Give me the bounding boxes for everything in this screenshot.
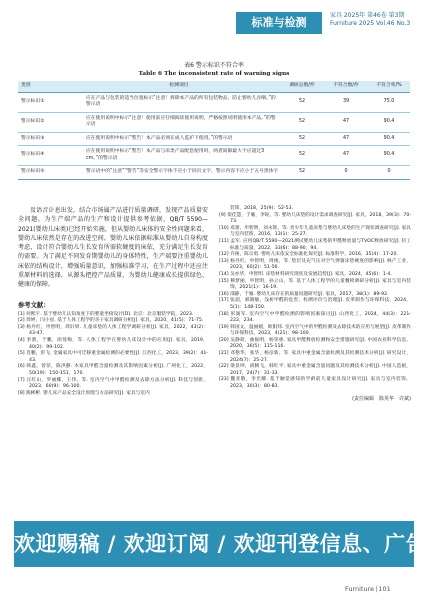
page-footer — [345, 585, 391, 593]
reference-list-left — [18, 312, 208, 398]
reference-item: [10] 邓蕾，申智明，刘永辉，等. 青少年儿童床垫与婴幼儿床垫的生产现状调查研究[J]. 家具与室内装饰，2016，13(1)：25-27. — [219, 225, 411, 238]
table-row — [18, 92, 410, 112]
journal-line-en: Furniture 2025 Vol.46 No.3 — [330, 20, 411, 27]
row-rate: 75.0 — [368, 92, 410, 112]
reference-item: [9] 栾佳慧，于雁，李锐，等. 婴幼儿床垫的设计需求调查研究[J]. 家具，2018，39(3)：70-73. — [219, 212, 411, 225]
row-category: 警示标识① — [18, 92, 78, 112]
row-fail: 39 — [324, 92, 368, 112]
table-header-row — [18, 81, 410, 92]
table-row — [18, 112, 410, 132]
row-item: 应在产品与包装的适当位置标示“注意！拆除本产品的所有包装物品，防止婴幼儿吞咽。”的警示语 — [78, 92, 280, 112]
row-total: 52 — [280, 132, 324, 146]
reference-item: [6] 韩鑫，曾菲，陈洪静. 木家具甲醛含量检测及其影响因素分析[J]. 广州化工，2022，50(19)：150-151，170. — [18, 364, 208, 377]
reference-item: [15] 穆梦丽，申智明，孙立山，等. 基于人体工程学的儿童餐椅调研分析[J]. 家具与室内装饰，2021(1)：16-19. — [219, 278, 411, 291]
references-title: 参考文献： — [18, 301, 50, 309]
section-tab: 标准与检测 — [236, 12, 322, 34]
reference-item: [8] 熊彬彬. 婴儿床产品安全设计原理与方法研究[J]. 家具与室内 — [18, 390, 150, 396]
table-caption-cn: 表6 警示标识不符合率 — [184, 62, 244, 69]
reference-item: [17] 张超，郝晓敏，浅析甲醛的危害、检测评价与治理[J]. 皮革制作与环保科技，2024，5(1)：148-150. — [219, 298, 411, 310]
footer-separator: | — [375, 585, 378, 593]
header-fail: 不符合数/件 — [333, 83, 359, 88]
reference-item: [22] 梁显坤，胡腾飞，韩红平. 家具中重金属含量问题及其检测技术分析[J]. 中国人造板，2017，24(7)：31-33. — [219, 364, 411, 376]
table-row — [18, 166, 410, 180]
page-header — [0, 0, 427, 44]
row-rate: 0 — [368, 166, 410, 180]
reference-item: [3] 杨丹红，申智明，周轩妍. 儿童床垫的人体工程学调研分析[J]. 家具，2022，43(2)：43-47. — [18, 324, 208, 337]
row-total: 52 — [280, 112, 324, 132]
reference-item: [20] 吴静荷，曲振明，杨荣惠. 家具甲醛释放检测和安全措施研究[J]. 中国农业科学信息，2020，36(5)：115-116. — [219, 337, 411, 350]
row-total: 52 — [280, 146, 324, 166]
row-total: 52 — [280, 166, 324, 180]
reference-continuation: 装饰，2018，25(9)：52-53. — [230, 206, 294, 211]
reference-item: [13] 杨丹红，申智明，周俊，等. 垫层及充气压对空气弹簧床垫硬度的影响[J]. 林产工业，2023，60(2)：51-56. — [219, 258, 411, 271]
right-column — [219, 206, 411, 402]
header-category: 类别 — [21, 83, 31, 88]
reference-item: [4] 李蕾，于鹏，徐莲梅，等. 人体工程学在婴幼儿床设计中的应用[J]. 家具，2019，40(2)：99-102. — [18, 338, 208, 350]
warning-sign-table — [18, 81, 410, 180]
row-fail: 47 — [324, 132, 368, 146]
reference-item: [12] 许俊，陈宗勇. 婴幼儿床依安全标准化探究[J]. 标准科学，2016，35(4)：17-20. — [219, 252, 398, 258]
promo-banner: 欢迎赐稿 / 欢迎订阅 / 欢迎刊登信息、广告 — [14, 521, 414, 567]
left-column — [18, 206, 208, 397]
row-total: 52 — [280, 92, 324, 112]
table-row — [18, 132, 410, 146]
journal-info — [330, 12, 410, 28]
footer-journal-name: Furniture — [345, 585, 375, 593]
table-caption-en: Table 6 The inconsistent rate of warning signs — [138, 71, 290, 77]
row-item: 警示语中的“注意”“警告”等安全警示字体不应小于同页文字，警示内容不应小于五号黑体字 — [78, 166, 280, 180]
reference-item: [5] 肖鹏，彭飞. 金属家具中可迁移重金属检测的必要性[J]. 江西化工，2023，39(2)：41-43. — [18, 351, 208, 363]
row-item: 应在使用说明中标示“注意！使用前应仔细阅读使用说明，严格按照说明使用本产品。”的警示语 — [78, 112, 280, 132]
row-category: 警示标识③ — [18, 132, 78, 146]
reference-item: [14] 吴亦华，申智明. 床垫材料研究现状及发展趋势[J]. 家具，2024，45(6)：1-4. — [219, 271, 392, 277]
reference-item: [18] 彭涌军. 室内空气中甲醛检测的影响因素探讨[J]. 山西化工，2024，44(3)：221-222，234. — [219, 311, 411, 324]
row-rate: 90.4 — [368, 146, 410, 166]
header-total: 调研总数/件 — [289, 83, 315, 88]
reference-item: [11] 孟军. 应用QB/T 5590—2021测试婴幼儿床垫的甲醛释放量与TVOC释放研究[J]. 轻工标准与质量，2022，33(6)：88-90，94. — [219, 238, 411, 251]
row-rate: 90.4 — [368, 112, 410, 132]
row-item: 应在使用说明中标示“警告！本产品与床类产品配套使用时，两者间隙最大不应超过3 cm。”的警示语 — [78, 146, 280, 166]
reference-item: [19] 韩国文，温丽媛，欧阳炜. 室内空气中的甲醛检测及去除技术的应用与展望[J]. 皮革制作与环保科技，2023，4(21)：98-100. — [219, 324, 411, 337]
reference-item: [16] 邵静，于雁. 婴幼儿床存在的质量问题研究[J]. 家具，2017，38(1)：89-92. — [219, 291, 389, 297]
row-category: 警示标识⑤ — [18, 166, 78, 180]
row-category: 警示标识④ — [18, 146, 78, 166]
table-row — [18, 146, 410, 166]
row-fail: 47 — [324, 112, 368, 132]
row-fail: 0 — [324, 166, 368, 180]
reference-item: [2] 周婷，闫小星. 基于人体工程学的亲子家具调研分析[J]. 家具，2020，41(5)：71-75. — [18, 318, 204, 324]
responsible-editor: (责任编辑 陈英华 许斌) — [352, 395, 411, 402]
row-item: 应在使用说明中标示“警告！本产品必须在成人监护下使用。”的警示语 — [78, 132, 280, 146]
reference-item: [23] 魏亚敬，李光耀. 基于触觉感知的学龄前儿童家具设计研究[J]. 家具与室内装饰，2023，30(3)：80-83. — [219, 377, 411, 390]
row-category: 警示标识② — [18, 112, 78, 132]
reference-item: [1] 何熙宇. 基于婴幼儿认知角度下的婴童坐椅设计[D]. 北京：北京服装学院，2023. — [18, 311, 194, 317]
journal-line-cn: 家具 2025年 第46卷 第3期 — [330, 12, 405, 19]
header-rate: 不符合率/% — [376, 83, 402, 88]
row-rate: 90.4 — [368, 132, 410, 146]
row-fail: 47 — [324, 146, 368, 166]
reference-item: [7] 汪红山，罗丽娜，王伟，等. 室内空气中甲醛检测及去除方法分析[J]. 科技与创新，2023，60(9)：96-100. — [18, 377, 208, 390]
header-item: 检测项目 — [169, 83, 189, 88]
body-paragraph: 及语音讣息出发，结合市场属产品进行质量调研，发现产品质量安全问题。为生产端产品的生产和设计提供参考依据，QB/T 5590—2021(婴幼儿床类)已经开始实施，但从婴幼儿床体的安全性问题来看，婴幼儿床依然是存在的改进空间。婴幼儿床依据标准从婴幼儿自身构度考虑，设计符合婴幼儿生长发育所需软硬度的床依，充分满足生长发育的需要。为了满足不同发育期婴幼儿的身体特性，生产端要注重婴幼儿床依的结构设计，增强质量意识，加强标准学习，在生产过程中还应注重原材料的选择，从源头把控产品质量，为婴幼儿健康成长提供绿色、健康的保障。 — [18, 207, 208, 289]
reference-item: [21] 邓艳华，张华，杨彦新，等. 家具中重金属含量检测及其检测技术分析[J]. 研究设计，2024(7)：25-27. — [219, 351, 411, 363]
page-number: 101 — [378, 585, 391, 593]
warning-sign-table-block — [18, 62, 410, 180]
